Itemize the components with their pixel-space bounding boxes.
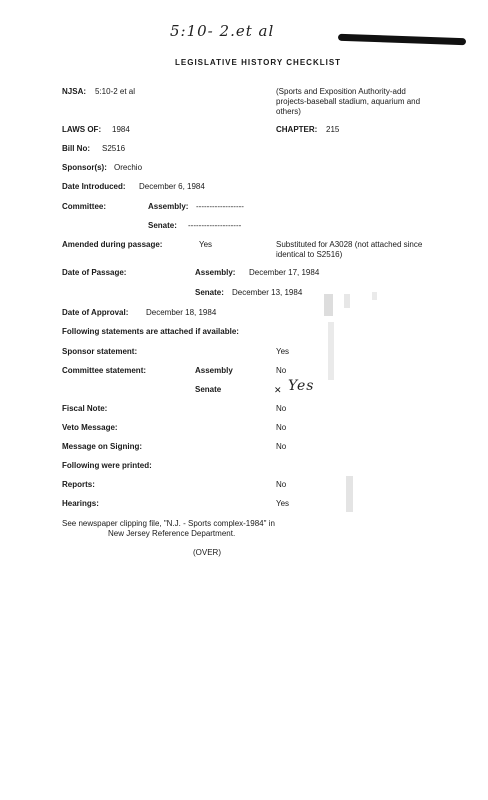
amended-note: Substituted for A3028 (not attached since identical to S2516) [276, 240, 423, 259]
sponsor-statement-label: Sponsor statement: [62, 347, 138, 356]
footer-line-1: See newspaper clipping file, "N.J. - Sports complex-1984" in [62, 519, 275, 528]
committee-statement-assembly-label: Assembly [195, 366, 233, 375]
message-on-signing-label: Message on Signing: [62, 442, 143, 451]
bill-no-value: S2516 [102, 144, 126, 153]
njsa-label: NJSA: [62, 87, 87, 96]
laws-of-label: LAWS OF: [62, 125, 102, 134]
veto-message-value: No [276, 423, 287, 432]
bleed-through-mark [346, 476, 353, 512]
hearings-label: Hearings: [62, 499, 99, 508]
amended-value: Yes [199, 240, 213, 249]
njsa-value: 5:10-2 et al [95, 87, 136, 96]
amended-label: Amended during passage: [62, 240, 163, 249]
committee-assembly-value: ------------------ [196, 202, 244, 211]
date-introduced-value: December 6, 1984 [139, 182, 205, 191]
committee-statement-assembly-value: No [276, 366, 287, 375]
passage-senate-label: Senate: [195, 288, 224, 297]
bill-no-label: Bill No: [62, 144, 90, 153]
veto-message-label: Veto Message: [62, 423, 118, 432]
strikethrough-mark: ✕ [274, 385, 282, 395]
printed-heading: Following were printed: [62, 461, 152, 470]
committee-senate-label: Senate: [148, 221, 177, 230]
message-on-signing-value: No [276, 442, 287, 451]
committee-label: Committee: [62, 202, 107, 211]
statements-heading: Following statements are attached if available: [62, 327, 239, 336]
njsa-description: (Sports and Exposition Authority-add projects-baseball stadium, aquarium and others) [276, 87, 421, 116]
bleed-through-mark [344, 294, 350, 308]
footer-line-2: New Jersey Reference Department. [108, 529, 236, 538]
reports-label: Reports: [62, 480, 95, 489]
passage-assembly-label: Assembly: [195, 268, 236, 277]
committee-assembly-label: Assembly: [148, 202, 189, 211]
bleed-through-mark [372, 292, 377, 300]
date-introduced-label: Date Introduced: [62, 182, 126, 191]
sponsors-label: Sponsor(s): [62, 163, 107, 172]
chapter-value: 215 [326, 125, 340, 134]
bleed-through-mark [328, 322, 334, 380]
fiscal-note-value: No [276, 404, 287, 413]
date-of-passage-label: Date of Passage: [62, 268, 127, 277]
date-of-approval-label: Date of Approval: [62, 308, 129, 317]
sponsor-statement-value: Yes [276, 347, 290, 356]
handwritten-header: 5:10- 2.et al [170, 22, 275, 40]
laws-of-value: 1984 [112, 125, 130, 134]
hearings-value: Yes [276, 499, 290, 508]
chapter-label: CHAPTER: [276, 125, 318, 134]
over-marker: (OVER) [193, 548, 221, 557]
date-of-approval-value: December 18, 1984 [146, 308, 217, 317]
committee-statement-senate-label: Senate [195, 385, 222, 394]
committee-statement-label: Committee statement: [62, 366, 147, 375]
fiscal-note-label: Fiscal Note: [62, 404, 108, 413]
bleed-through-mark [324, 294, 333, 316]
committee-senate-value: -------------------- [188, 221, 242, 230]
pen-scribble-mark [338, 34, 466, 45]
handwritten-yes: Yes [288, 378, 315, 394]
sponsors-value: Orechio [114, 163, 143, 172]
page-title: LEGISLATIVE HISTORY CHECKLIST [175, 58, 342, 67]
reports-value: No [276, 480, 287, 489]
passage-assembly-value: December 17, 1984 [249, 268, 320, 277]
passage-senate-value: December 13, 1984 [232, 288, 303, 297]
